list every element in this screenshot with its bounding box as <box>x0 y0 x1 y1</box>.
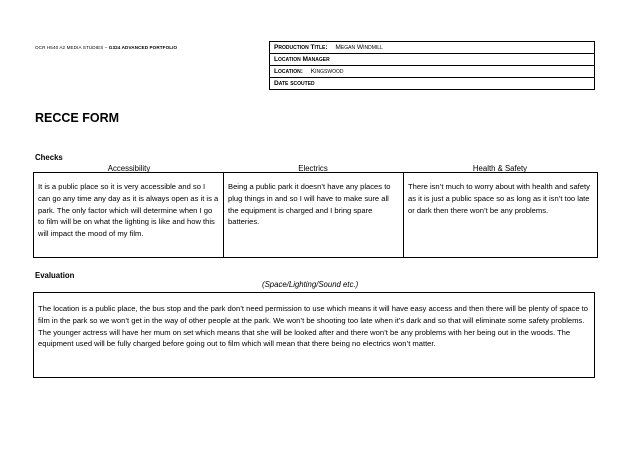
evaluation-text: The location is a public place, the bus stop and the park don’t need permission to use which means it will have easy access and then there will be plenty of space to film in the park so we won’t get in the way of other people at the park. We won’t be shooting too late when it’s dark and so that will eliminate some safety problems. The younger actress will have her mum on set which means that she will be looked after and there won’t be any problems with her being out in the woods. The equipment used will be fully charged before going out to film which will mean that there being no electrics won’t matter. <box>38 304 589 349</box>
course-unit: G324 ADVANCED PORTFOLIO <box>108 45 178 50</box>
evaluation-subheading: (Space/Lighting/Sound etc.) <box>262 280 359 289</box>
location-manager-cell <box>270 54 595 66</box>
course-code: OCR H540 A2 MEDIA STUDIES – <box>35 45 108 50</box>
location-value: Kingswood <box>310 68 344 75</box>
evaluation-text-box <box>33 292 595 378</box>
date-scouted-cell <box>270 78 595 90</box>
production-title-cell <box>270 42 595 54</box>
location-row <box>270 66 595 78</box>
column-header-accessibility: Accessibility <box>107 164 151 173</box>
date-scouted-row <box>270 78 595 90</box>
checks-label: Checks <box>35 153 63 162</box>
electrics-cell: Being a public park it doesn’t have any places to plug things in and so I will have to make sure all the equipment is charged and I bring spare batteries. <box>224 173 404 258</box>
date-scouted-label: Date scouted <box>274 80 315 87</box>
health-safety-cell: There isn’t much to worry about with health and safety as it is just a public space so as long as it isn’t too late or dark then there won’t be any problems. <box>404 173 598 258</box>
production-info-table <box>269 41 595 90</box>
location-manager-label: Location Manager <box>274 56 330 63</box>
checks-row <box>34 173 598 258</box>
checks-table <box>33 172 598 258</box>
production-title-row <box>270 42 595 54</box>
course-header <box>35 45 177 50</box>
production-title-label: Production Title: <box>274 44 328 51</box>
form-title: RECCE FORM <box>35 111 120 125</box>
column-header-health-safety: Health & Safety <box>472 164 528 173</box>
production-title-value: Megan Windmill <box>335 44 383 51</box>
location-manager-row <box>270 54 595 66</box>
accessibility-cell: It is a public place so it is very accessible and so I can go any time any day as it is always open as it is a park. The only factor which will determine when I go to film will be on what the lighting is like and how this will impact the mood of my film. <box>34 173 224 258</box>
column-header-electrics: Electrics <box>298 164 328 173</box>
location-cell <box>270 66 595 78</box>
location-label: Location: <box>274 68 303 75</box>
evaluation-label: Evaluation <box>35 271 75 280</box>
